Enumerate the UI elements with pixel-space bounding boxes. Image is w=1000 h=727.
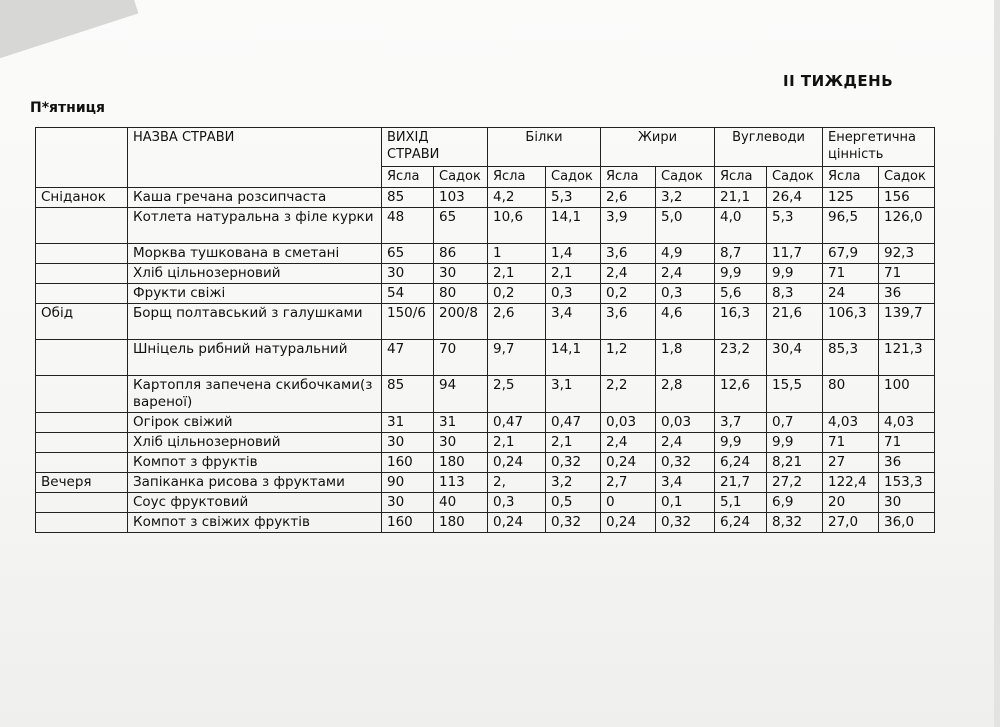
value-cell: 30 [382,264,434,284]
value-cell: 2,5 [488,376,546,413]
value-cell: 0,2 [601,284,656,304]
meal-cell [36,208,128,244]
meal-cell: Обід [36,304,128,340]
value-cell: 4,2 [488,188,546,208]
value-cell: 6,9 [767,493,823,513]
value-cell: 0,32 [656,513,715,533]
value-cell: 0,24 [488,513,546,533]
meal-cell: Сніданок [36,188,128,208]
value-cell: 0,24 [601,513,656,533]
table-row [36,413,935,433]
value-cell: 180 [434,513,488,533]
value-cell: 36 [879,453,935,473]
value-cell: 71 [823,264,879,284]
value-cell: 15,5 [767,376,823,413]
value-cell: 54 [382,284,434,304]
value-cell: 8,21 [767,453,823,473]
value-cell: 103 [434,188,488,208]
table-row [36,188,935,208]
value-cell: 27,2 [767,473,823,493]
page-fold-corner [0,0,138,63]
value-cell: 36,0 [879,513,935,533]
value-cell: 27,0 [823,513,879,533]
value-cell: 48 [382,208,434,244]
value-cell: 2,4 [601,433,656,453]
value-cell: 3,2 [656,188,715,208]
value-cell: 85 [382,188,434,208]
output-kindergarten-header: Садок [434,167,488,188]
value-cell: 21,6 [767,304,823,340]
value-cell: 85 [382,376,434,413]
value-cell: 23,2 [715,340,767,376]
value-cell: 26,4 [767,188,823,208]
meal-cell [36,244,128,264]
value-cell: 0,5 [546,493,601,513]
value-cell: 65 [434,208,488,244]
meal-cell [36,264,128,284]
value-cell: 0,47 [546,413,601,433]
value-cell: 1,4 [546,244,601,264]
output-nursery-header: Ясла [382,167,434,188]
dish-name-cell: Картопля запечена скибочками(з вареної) [128,376,382,413]
table-row [36,513,935,533]
value-cell: 2,2 [601,376,656,413]
meal-cell [36,453,128,473]
dish-name-cell: Морква тушкована в сметані [128,244,382,264]
value-cell: 14,1 [546,208,601,244]
proteins-kindergarten-header: Садок [546,167,601,188]
value-cell: 150/6 [382,304,434,340]
dish-header: НАЗВА СТРАВИ [128,128,382,188]
value-cell: 2,6 [488,304,546,340]
value-cell: 96,5 [823,208,879,244]
value-cell: 30 [434,433,488,453]
dish-name-cell: Хліб цільнозерновий [128,264,382,284]
output-header: ВИХІД СТРАВИ [382,128,488,167]
value-cell: 86 [434,244,488,264]
value-cell: 9,9 [715,264,767,284]
value-cell: 2,7 [601,473,656,493]
header-row [36,128,935,167]
menu-table-body [36,188,935,533]
value-cell: 30 [382,493,434,513]
dish-name-cell: Фрукти свіжі [128,284,382,304]
carbs-nursery-header: Ясла [715,167,767,188]
value-cell: 71 [879,264,935,284]
dish-name-cell: Запіканка рисова з фруктами [128,473,382,493]
energy-kindergarten-header: Садок [879,167,935,188]
meal-cell [36,493,128,513]
value-cell: 80 [823,376,879,413]
value-cell: 8,3 [767,284,823,304]
dish-name-cell: Соус фруктовий [128,493,382,513]
value-cell: 30 [879,493,935,513]
value-cell: 125 [823,188,879,208]
dish-name-cell: Компот з фруктів [128,453,382,473]
value-cell: 31 [382,413,434,433]
value-cell: 4,6 [656,304,715,340]
value-cell: 160 [382,513,434,533]
value-cell: 5,3 [546,188,601,208]
value-cell: 9,7 [488,340,546,376]
value-cell: 24 [823,284,879,304]
value-cell: 14,1 [546,340,601,376]
value-cell: 94 [434,376,488,413]
value-cell: 2, [488,473,546,493]
table-row [36,304,935,340]
value-cell: 30 [382,433,434,453]
meal-cell [36,376,128,413]
value-cell: 70 [434,340,488,376]
value-cell: 1,2 [601,340,656,376]
value-cell: 4,03 [879,413,935,433]
fats-header: Жири [601,128,715,167]
value-cell: 2,4 [601,264,656,284]
meal-cell [36,513,128,533]
value-cell: 11,7 [767,244,823,264]
dish-name-cell: Борщ полтавський з галушками [128,304,382,340]
carbs-header: Вуглеводи [715,128,823,167]
table-row [36,208,935,244]
value-cell: 21,1 [715,188,767,208]
energy-nursery-header: Ясла [823,167,879,188]
value-cell: 3,4 [656,473,715,493]
value-cell: 139,7 [879,304,935,340]
value-cell: 160 [382,453,434,473]
value-cell: 0,2 [488,284,546,304]
value-cell: 113 [434,473,488,493]
value-cell: 10,6 [488,208,546,244]
value-cell: 0,1 [656,493,715,513]
value-cell: 85,3 [823,340,879,376]
value-cell: 3,1 [546,376,601,413]
value-cell: 0 [601,493,656,513]
value-cell: 0,03 [656,413,715,433]
dish-name-cell: Хліб цільнозерновий [128,433,382,453]
value-cell: 2,4 [656,433,715,453]
value-cell: 9,9 [767,264,823,284]
value-cell: 40 [434,493,488,513]
value-cell: 9,9 [767,433,823,453]
meal-cell [36,413,128,433]
value-cell: 2,4 [656,264,715,284]
value-cell: 106,3 [823,304,879,340]
table-row [36,473,935,493]
meal-cell [36,284,128,304]
value-cell: 67,9 [823,244,879,264]
value-cell: 21,7 [715,473,767,493]
value-cell: 6,24 [715,513,767,533]
value-cell: 1,8 [656,340,715,376]
day-label: П*ятниця [30,100,105,116]
week-label: II ТИЖДЕНЬ [783,72,894,90]
value-cell: 0,7 [767,413,823,433]
value-cell: 30,4 [767,340,823,376]
table-row [36,244,935,264]
value-cell: 20 [823,493,879,513]
dish-name-cell: Компот з свіжих фруктів [128,513,382,533]
value-cell: 0,3 [546,284,601,304]
menu-table [35,127,935,533]
value-cell: 122,4 [823,473,879,493]
value-cell: 3,7 [715,413,767,433]
table-row [36,264,935,284]
value-cell: 2,8 [656,376,715,413]
value-cell: 30 [434,264,488,284]
value-cell: 121,3 [879,340,935,376]
value-cell: 3,6 [601,244,656,264]
meal-header [36,128,128,188]
value-cell: 2,1 [546,433,601,453]
value-cell: 2,1 [488,433,546,453]
value-cell: 9,9 [715,433,767,453]
table-row [36,284,935,304]
meal-cell [36,340,128,376]
fats-kindergarten-header: Садок [656,167,715,188]
proteins-header: Білки [488,128,601,167]
value-cell: 0,32 [546,513,601,533]
value-cell: 2,6 [601,188,656,208]
value-cell: 200/8 [434,304,488,340]
value-cell: 47 [382,340,434,376]
table-row [36,433,935,453]
proteins-nursery-header: Ясла [488,167,546,188]
dish-name-cell: Котлета натуральна з філе курки [128,208,382,244]
value-cell: 3,6 [601,304,656,340]
fats-nursery-header: Ясла [601,167,656,188]
value-cell: 0,32 [546,453,601,473]
value-cell: 0,24 [601,453,656,473]
energy-header: Енергетична цінність [823,128,935,167]
value-cell: 5,3 [767,208,823,244]
dish-name-cell: Огірок свіжий [128,413,382,433]
value-cell: 8,7 [715,244,767,264]
value-cell: 1 [488,244,546,264]
value-cell: 0,32 [656,453,715,473]
table-row [36,493,935,513]
value-cell: 0,3 [656,284,715,304]
meal-cell [36,433,128,453]
value-cell: 2,1 [546,264,601,284]
value-cell: 0,47 [488,413,546,433]
value-cell: 5,6 [715,284,767,304]
value-cell: 31 [434,413,488,433]
value-cell: 156 [879,188,935,208]
carbs-kindergarten-header: Садок [767,167,823,188]
value-cell: 5,1 [715,493,767,513]
value-cell: 0,3 [488,493,546,513]
value-cell: 90 [382,473,434,493]
value-cell: 12,6 [715,376,767,413]
value-cell: 92,3 [879,244,935,264]
table-row [36,340,935,376]
value-cell: 5,0 [656,208,715,244]
value-cell: 71 [879,433,935,453]
value-cell: 100 [879,376,935,413]
value-cell: 0,24 [488,453,546,473]
value-cell: 71 [823,433,879,453]
value-cell: 8,32 [767,513,823,533]
value-cell: 16,3 [715,304,767,340]
value-cell: 6,24 [715,453,767,473]
value-cell: 126,0 [879,208,935,244]
dish-name-cell: Каша гречана розсипчаста [128,188,382,208]
value-cell: 3,2 [546,473,601,493]
value-cell: 180 [434,453,488,473]
table-row [36,453,935,473]
table-row [36,376,935,413]
value-cell: 65 [382,244,434,264]
value-cell: 4,0 [715,208,767,244]
value-cell: 4,03 [823,413,879,433]
page-edge [994,0,1000,727]
value-cell: 36 [879,284,935,304]
value-cell: 80 [434,284,488,304]
value-cell: 153,3 [879,473,935,493]
value-cell: 27 [823,453,879,473]
value-cell: 2,1 [488,264,546,284]
value-cell: 3,4 [546,304,601,340]
meal-cell: Вечеря [36,473,128,493]
dish-name-cell: Шніцель рибний натуральний [128,340,382,376]
value-cell: 0,03 [601,413,656,433]
value-cell: 3,9 [601,208,656,244]
value-cell: 4,9 [656,244,715,264]
